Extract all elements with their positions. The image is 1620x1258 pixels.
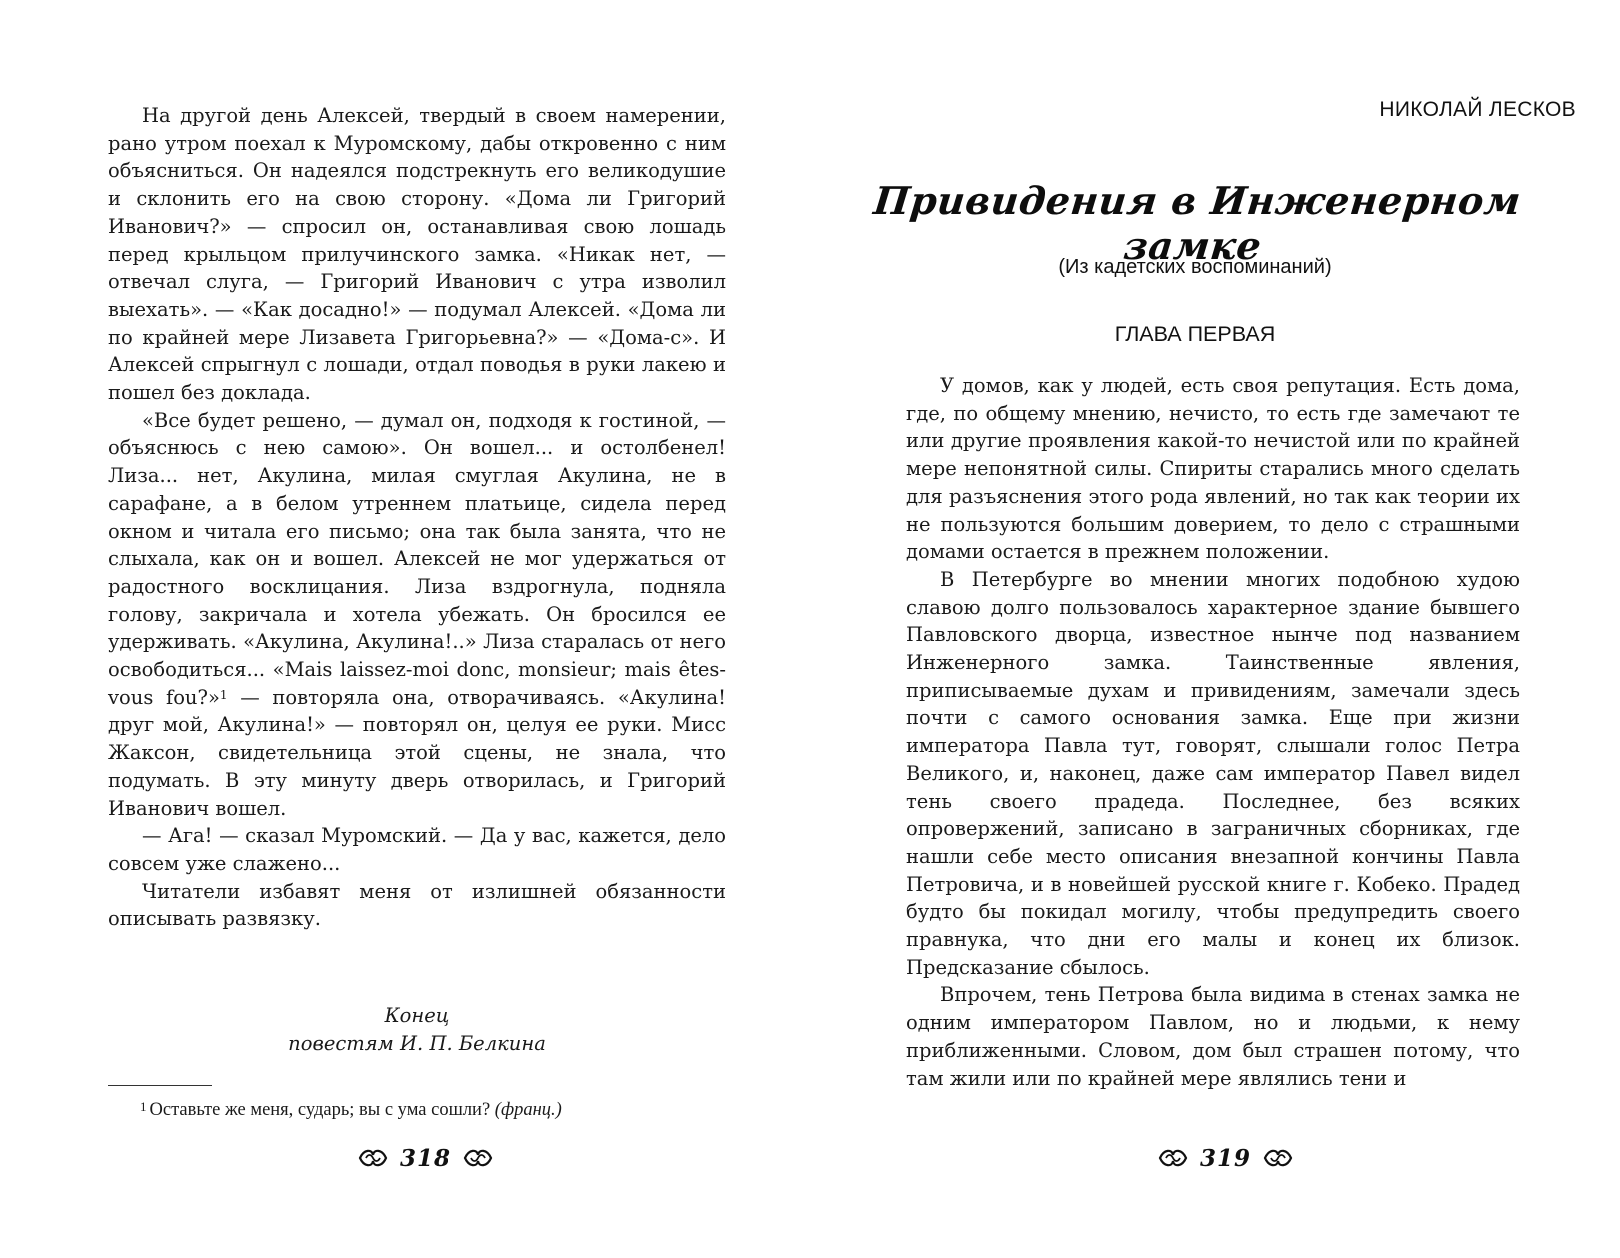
footnote-text: Оставьте же меня, сударь; вы с ума сошли? <box>149 1100 491 1120</box>
footnote-divider <box>108 1085 212 1086</box>
left-paragraph-4: Читатели избавят меня от излишней обязанности описывать развязку. <box>108 879 726 931</box>
left-ornament-icon <box>1156 1141 1190 1175</box>
right-ornament-icon <box>461 1141 495 1175</box>
chapter-heading: ГЛАВА ПЕРВАЯ <box>1114 322 1276 346</box>
right-body-text <box>906 372 1520 1092</box>
right-page-folio <box>1156 1138 1295 1178</box>
left-paragraph-2 <box>108 407 726 823</box>
right-page <box>810 0 1620 1258</box>
right-ornament-icon <box>1261 1141 1295 1175</box>
story-title: Привидения в Инженерном замке <box>871 178 1524 268</box>
left-ornament-icon <box>356 1141 390 1175</box>
right-paragraph-1: У домов, как у людей, есть своя репутация. Есть дома, где, по общему мнению, нечисто, то есть где замечают те или другие проявления какой-то нечистой или по крайней мере непонятной силы. Спириты старались много сделать для разъяснения этого рода явлений, но так как теории их не пользуются большим доверием, то дело с страшными домами остается в прежнем положении. <box>906 374 1520 564</box>
running-head-author: НИКОЛАЙ ЛЕСКОВ <box>1379 98 1576 121</box>
left-paragraph-2-text: «Все будет решено, — думал он, подходя к гостиной, — объяснюсь с нею самою». Он вошел... и остолбенел! Лиза... нет, Акулина, милая смуглая Акулина, не в сарафане, а в белом утреннем платьице, сидела перед окном и читала его письмо; она так была занята, что не слыхала, как он и вошел. Алексей не мог удержаться от радостного восклицания. Лиза вздрогнула, подняла голову, закричала и хотела убежать. Он бросился ее удерживать. «Акулина, Акулина!..» Лиза старалась от него освободиться... «Mais laissez-moi donc, monsieur; mais êtes-vous fou?» <box>108 408 726 709</box>
story-subtitle: (Из кадетских воспоминаний) <box>1058 256 1332 278</box>
left-page-number: 318 <box>400 1144 452 1172</box>
footnote <box>140 1098 740 1122</box>
left-paragraph-3: — Ага! — сказал Муромский. — Да у вас, кажется, дело совсем уже слажено... <box>108 824 726 875</box>
ending-line-1: Конец <box>384 1004 450 1027</box>
footnote-mark: 1 <box>140 1099 147 1114</box>
left-paragraph-1: На другой день Алексей, твердый в своем намерении, рано утром поехал к Муромскому, дабы откровенно с ним объясниться. Он надеялся подстрекнуть его великодушие и склонить его на свою сторону. «Дома ли Григорий Иванович?» — спросил он, останавливая свою лошадь перед крыльцом прилучинского замка. «Никак нет, — отвечал слуга, — Григорий Иванович с утра изволил выехать». — «Как досадно!» — подумал Алексей. «Дома ли по крайней мере Лизавета Григорьевна?» — «Дома-с». И Алексей спрыгнул с лошади, отдал поводья в руки лакею и пошел без доклада. <box>108 104 726 405</box>
ending-note <box>108 1002 726 1058</box>
left-paragraph-2-continuation: — повторяла она, отворачиваясь. «Акулина! друг мой, Акулина!» — повторял он, целуя ее руки. Мисс Жаксон, свидетельница этой сцены, не знала, что подумать. В эту минуту дверь отворилась, и Григорий Иванович вошел. <box>108 685 727 820</box>
right-paragraph-2: В Петербурге во мнении многих подобною худою славою долго пользовалось характерное здание бывшего Павловского дворца, известное нынче под названием Инженерного замка. Таинственные явления, приписываемые духам и привидениям, замечали здесь почти с самого основания замка. Еще при жизни императора Павла тут, говорят, слышали голос Петра Великого, и, наконец, даже сам император Павел видел тень своего прадеда. Последнее, без всяких опровержений, записано в заграничных сборниках, где нашли себе место описания внезапной кончины Павла Петровича, и в новейшей русской книге г. Кобеко. Прадед будто бы покидал могилу, чтобы предупредить своего правнука, что дни его малы и конец их близок. Предсказание сбылось. <box>906 567 1520 979</box>
right-page-number: 319 <box>1200 1144 1252 1172</box>
left-body-text <box>108 102 726 933</box>
footnote-reference[interactable]: 1 <box>219 687 228 702</box>
left-page-folio <box>356 1138 495 1178</box>
right-paragraph-3: Впрочем, тень Петрова была видима в стенах замка не одним императором Павлом, но и людьми, к нему приближенными. Словом, дом был страшен потому, что там жили или по крайней мере являлись тени и <box>906 983 1520 1090</box>
ending-line-2: повестям И. П. Белкина <box>288 1032 546 1055</box>
footnote-language-note: (франц.) <box>494 1100 562 1120</box>
